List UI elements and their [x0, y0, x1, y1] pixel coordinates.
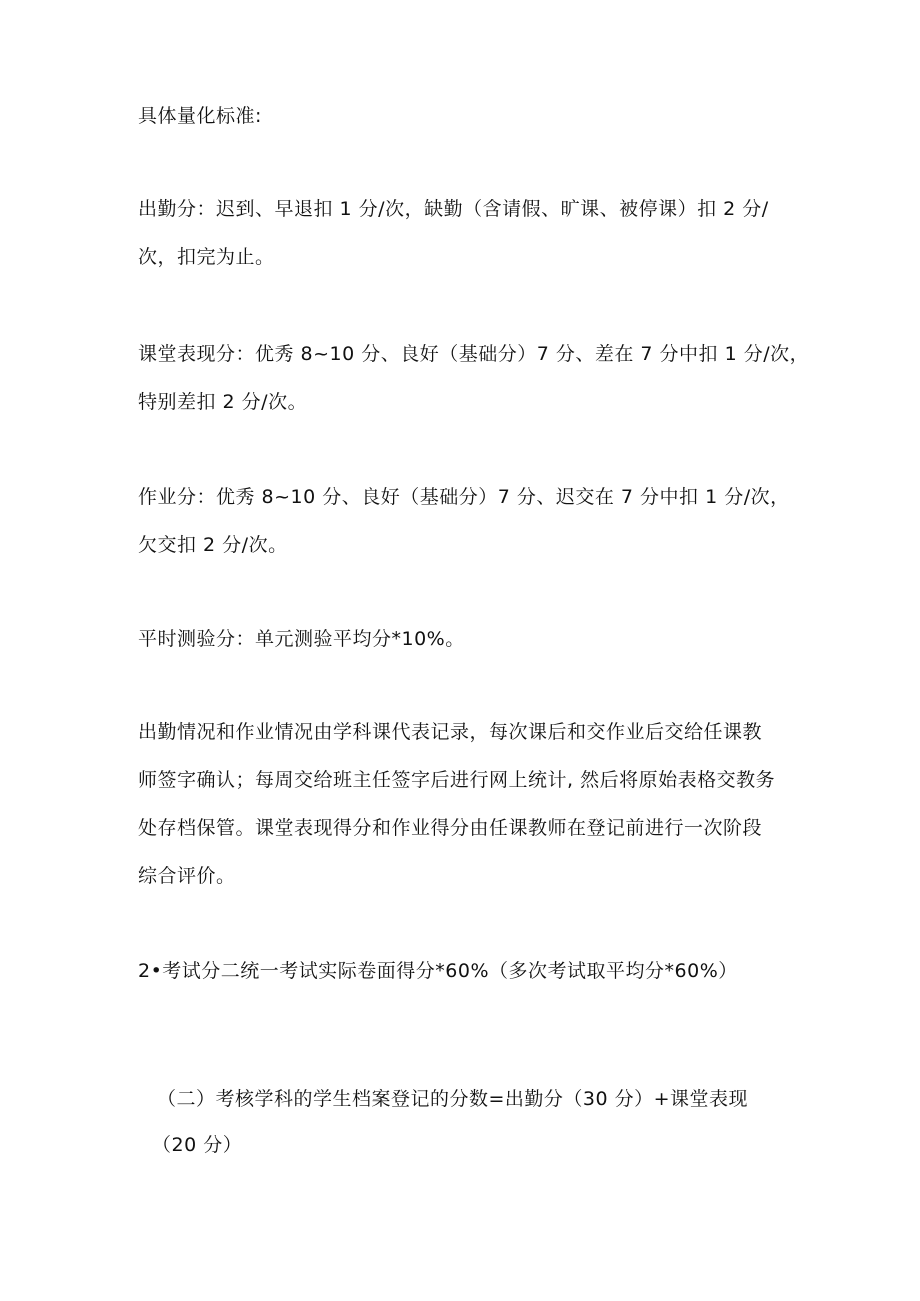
classroom-score-line-2: 特别差扣 2 分/次。 [138, 391, 308, 413]
section-two-line-2: （20 分） [152, 1134, 243, 1156]
exam-score-line: 2•考试分二统一考试实际卷面得分*60%（多次考试取平均分*60%） [138, 960, 738, 982]
section-two-line-1: （二）考核学科的学生档案登记的分数=出勤分（30 分）+课堂表现 [157, 1088, 749, 1110]
homework-score-line-1: 作业分：优秀 8~10 分、良好（基础分）7 分、迟交在 7 分中扣 1 分/次， [138, 486, 790, 508]
records-paragraph-line-3: 处存档保管。课堂表现得分和作业得分由任课教师在登记前进行一次阶段 [138, 817, 763, 839]
records-paragraph-line-1: 出勤情况和作业情况由学科课代表记录，每次课后和交作业后交给任课教 [138, 721, 763, 743]
quiz-score-line: 平时测验分：单元测验平均分*10%。 [138, 628, 465, 650]
records-paragraph-line-4: 综合评价。 [138, 865, 236, 887]
records-paragraph-line-2: 师签字确认；每周交给班主任签字后进行网上统计, 然后将原始表格交教务 [138, 769, 776, 791]
heading-quantified-standards: 具体量化标准: [138, 105, 262, 127]
homework-score-line-2: 欠交扣 2 分/次。 [138, 534, 288, 556]
attendance-score-line-1: 出勤分：迟到、早退扣 1 分/次，缺勤（含请假、旷课、被停课）扣 2 分/ [138, 198, 769, 220]
classroom-score-line-1: 课堂表现分：优秀 8~10 分、良好（基础分）7 分、差在 7 分中扣 1 分/次， [138, 343, 810, 365]
attendance-score-line-2: 次，扣完为止。 [138, 246, 275, 268]
